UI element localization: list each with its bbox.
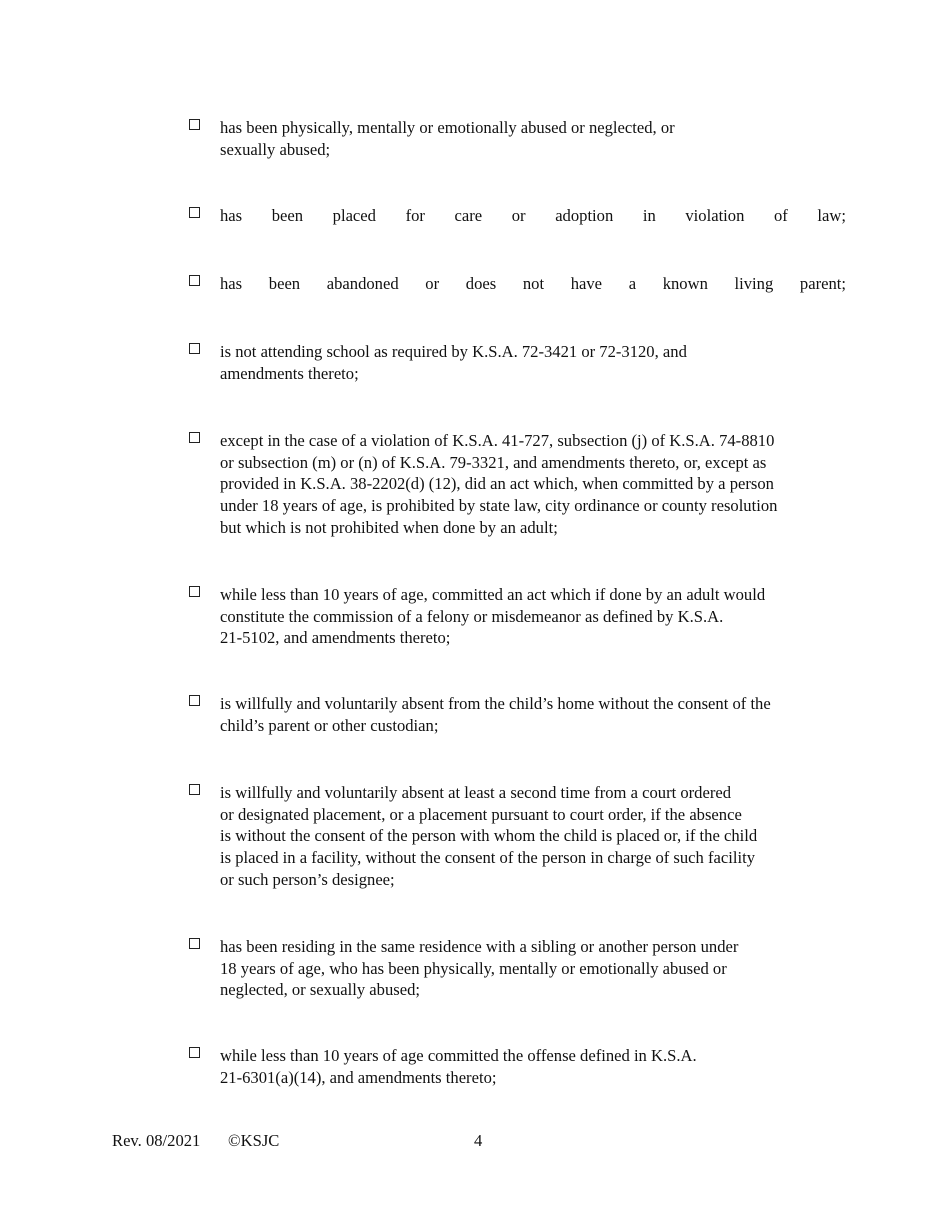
condition-text: has been placed for care or adoption in violation of law;	[220, 206, 846, 225]
condition-text: has been physically, mentally or emotionally abused or neglected, or sexually abused;	[220, 118, 675, 159]
checkbox[interactable]	[189, 207, 200, 218]
checkbox[interactable]	[189, 586, 200, 597]
condition-text: while less than 10 years of age, committed an act which if done by an adult would constitute the commission of a felony or misdemeanor as defined by K.S.A. 21-5102, and amendments thereto;	[220, 585, 766, 648]
condition-text: has been residing in the same residence with a sibling or another person under 18 years of age, who has been physically, mentally or emotionally abused or neglected, or sexually abused;	[220, 937, 739, 1000]
checkbox[interactable]	[189, 343, 200, 354]
footer-revision: Rev. 08/2021	[112, 1131, 201, 1150]
checkbox[interactable]	[189, 275, 200, 286]
footer-page-number: 4	[474, 1131, 483, 1150]
checkbox[interactable]	[189, 695, 200, 706]
checkbox[interactable]	[189, 119, 200, 130]
checkbox[interactable]	[189, 938, 200, 949]
condition-text: is not attending school as required by K.S.A. 72-3421 or 72-3120, and amendments thereto;	[220, 342, 687, 383]
condition-text: has been abandoned or does not have a known living parent;	[220, 274, 846, 293]
condition-text: while less than 10 years of age committed the offense defined in K.S.A. 21-6301(a)(14), and amendments thereto;	[220, 1046, 697, 1087]
footer-copyright: ©KSJC	[228, 1131, 280, 1150]
checkbox[interactable]	[189, 1047, 200, 1058]
condition-text: is willfully and voluntarily absent from the child’s home without the consent of the child’s parent or other custodian;	[220, 694, 771, 735]
checkbox[interactable]	[189, 432, 200, 443]
condition-text: is willfully and voluntarily absent at least a second time from a court ordered or designated placement, or a placement pursuant to court order, if the absence is without the consent of the person with whom the child is placed or, if the child is placed in a facility, without the consent of the person in charge of such facility or such person’s designee;	[220, 783, 758, 889]
condition-text: except in the case of a violation of K.S.A. 41-727, subsection (j) of K.S.A. 74-8810 or subsection (m) or (n) of K.S.A. 79-3321, and amendments thereto, or, except as provided in K.S.A. 38-2202(d) (12), did an act which, when committed by a person under 18 years of age, is prohibited by state law, city ordinance or county resolution but which is not prohibited when done by an adult;	[220, 431, 778, 537]
checkbox[interactable]	[189, 784, 200, 795]
